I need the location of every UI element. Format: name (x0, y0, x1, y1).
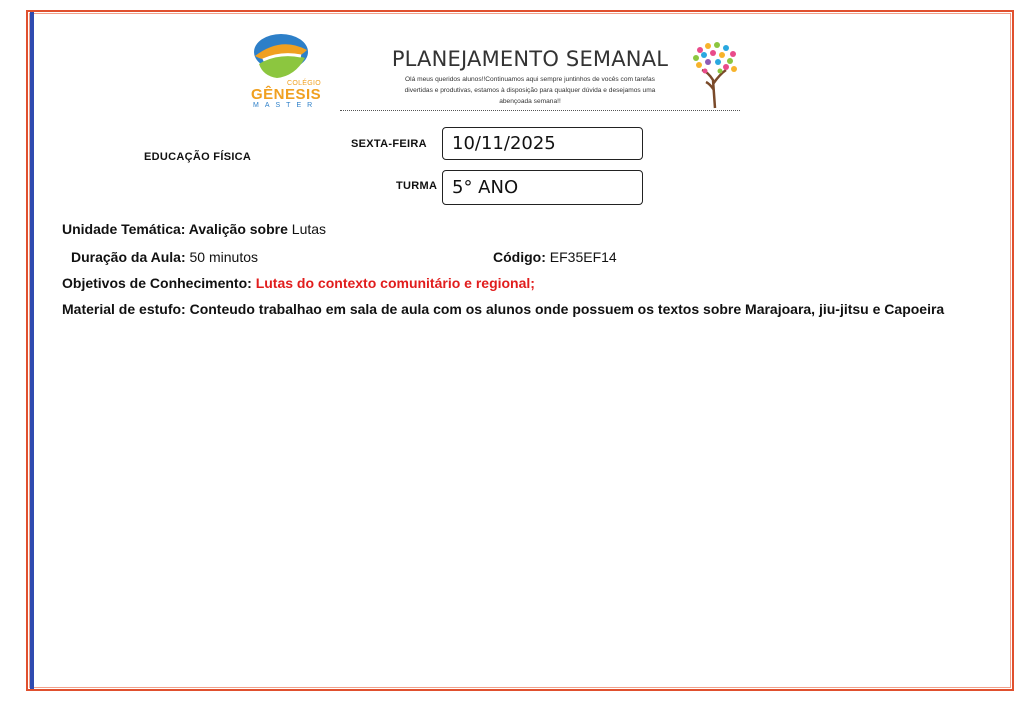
welcome-message (378, 74, 682, 107)
logo-brand: GÊNESIS (251, 86, 322, 103)
logo-swirl-icon (251, 30, 311, 82)
welcome-message-line: Olá meus queridos alunos!!Continuamos aqui sempre juntinhos de vocês com tarefas (405, 76, 655, 83)
unidade-value: Lutas (291, 221, 327, 237)
unidade-label: Unidade Temática: Avalição sobre (62, 221, 288, 237)
objetivos-conhecimento (62, 275, 535, 291)
material-estudo: Material de estufo: Conteudo trabalhao em sala de aula com os alunos onde possuem os textos sobre Marajoara, jiu-jitsu e Capoeira (62, 301, 945, 317)
subject-label: EDUCAÇÃO FÍSICA (144, 151, 252, 163)
day-label: SEXTA-FEIRA (351, 138, 427, 150)
unidade-tematica (62, 221, 326, 237)
turma-field[interactable]: 5° ANO (442, 170, 643, 205)
duracao-value: 50 minutos (189, 249, 258, 265)
codigo-value: EF35EF14 (549, 249, 617, 265)
school-logo (243, 30, 335, 114)
turma-label: TURMA (396, 180, 438, 192)
welcome-message-line: abençoada semana!! (499, 98, 561, 105)
page-title: PLANEJAMENTO SEMANAL (391, 47, 669, 71)
welcome-message-line: divertidas e produtivas, estamos à disposição para qualquer dúvida e desejamos uma (404, 87, 656, 94)
header-divider (340, 110, 740, 111)
tree-icon (690, 40, 740, 110)
logo-small-text: COLÉGIO (287, 80, 321, 87)
duracao-label: Duração da Aula: (71, 249, 186, 265)
page-left-bar (30, 12, 34, 689)
logo-tagline: MASTER (253, 102, 319, 109)
duracao-aula (71, 249, 258, 265)
page-border-inner (29, 13, 1011, 688)
codigo-label: Código: (493, 249, 546, 265)
date-field[interactable]: 10/11/2025 (442, 127, 643, 160)
objetivos-label: Objetivos de Conhecimento: (62, 275, 252, 291)
objetivos-value: Lutas do contexto comunitário e regional; (255, 275, 535, 291)
codigo (493, 249, 617, 265)
